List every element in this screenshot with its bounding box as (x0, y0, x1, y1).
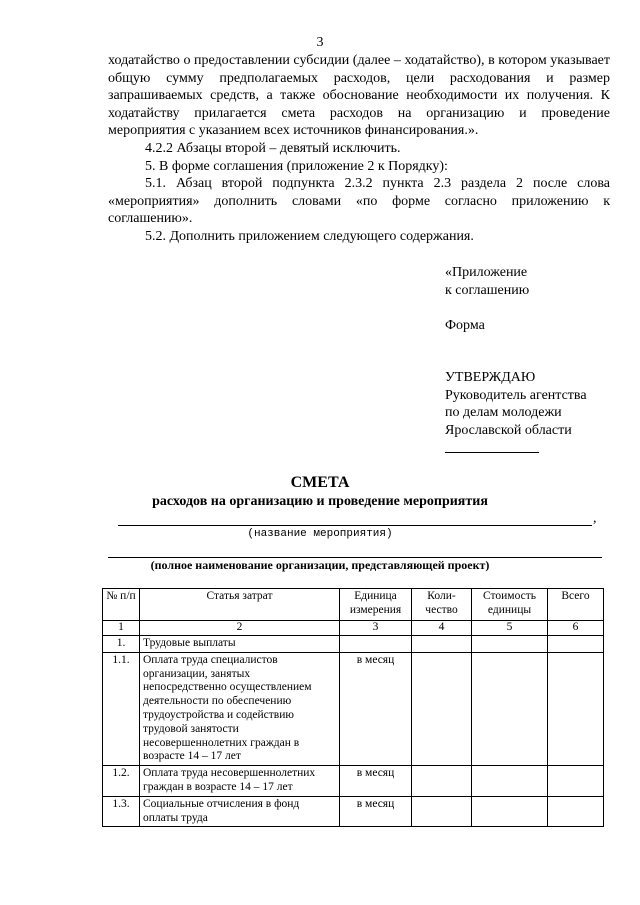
header-total: Всего (548, 589, 604, 621)
row-qty (412, 652, 472, 765)
column-number: 5 (472, 621, 548, 636)
header-qty: Коли-чество (412, 589, 472, 621)
column-number: 6 (548, 621, 604, 636)
row-article: Оплата труда специалистов организации, занятых непосредственно осуществлением деятельности по обеспечению трудоустройства и содействию трудовой занятости несовершеннолетних граждан в возрасте 14 – 17 лет (140, 652, 340, 765)
row-num: 1.1. (103, 652, 140, 765)
table-row (103, 636, 604, 653)
approver-position-1: Руководитель агентства (445, 387, 587, 403)
row-num: 1. (103, 636, 140, 653)
header-article: Статья затрат (140, 589, 340, 621)
estimate-title: СМЕТА (290, 474, 350, 491)
event-name-line (118, 525, 592, 526)
paragraph-continuation: ходатайство о предоставлении субсидии (далее – ходатайство), в котором указывает общую сумму предполагаемых расходов, цели расходования и размер запрашиваемых средств, а также обоснование необходимости их получения. К ходатайству прилагается смета расходов на организацию и проведение мероприятия с указанием всех источников финансирования.». (108, 53, 610, 139)
table-row (103, 766, 604, 797)
table-row (103, 652, 604, 765)
body-text (108, 52, 610, 246)
row-qty (412, 766, 472, 797)
row-article: Трудовые выплаты (140, 636, 340, 653)
event-name-caption: (название мероприятия) (247, 528, 393, 540)
row-total (548, 796, 604, 827)
paragraph-5-1: 5.1. Абзац второй подпункта 2.3.2 пункта 2.3 раздела 2 после слова «мероприятия» дополнить словами «по форме согласно приложению к соглашению». (108, 176, 610, 227)
row-num: 1.2. (103, 766, 140, 797)
column-number: 1 (103, 621, 140, 636)
approver-position-3: Ярославской области (445, 422, 572, 438)
row-cost (472, 636, 548, 653)
row-qty (412, 636, 472, 653)
row-total (548, 636, 604, 653)
row-cost (472, 796, 548, 827)
appendix-block (445, 264, 625, 439)
row-unit: в месяц (340, 766, 412, 797)
event-line-comma: , (593, 511, 597, 526)
row-unit (340, 636, 412, 653)
header-unit: Единица измерения (340, 589, 412, 621)
estimate-subtitle: расходов на организацию и проведение мероприятия (152, 494, 488, 509)
row-unit: в месяц (340, 652, 412, 765)
signature-line (445, 452, 539, 453)
row-num: 1.3. (103, 796, 140, 827)
table-header-row (103, 589, 604, 621)
row-cost (472, 766, 548, 797)
approve-label: УТВЕРЖДАЮ (445, 370, 536, 385)
header-cost: Стоимость единицы (472, 589, 548, 621)
row-qty (412, 796, 472, 827)
paragraph-4-2-2: 4.2.2 Абзацы второй – девятый исключить. (145, 140, 401, 156)
column-number: 2 (140, 621, 340, 636)
row-unit: в месяц (340, 796, 412, 827)
column-number: 4 (412, 621, 472, 636)
row-article: Оплата труда несовершеннолетних граждан в возрасте 14 – 17 лет (140, 766, 340, 797)
row-total (548, 766, 604, 797)
page-number: 3 (316, 35, 324, 50)
appendix-label-2: к соглашению (445, 282, 530, 298)
row-cost (472, 652, 548, 765)
paragraph-5: 5. В форме соглашения (приложение 2 к Порядку): (145, 158, 448, 174)
approver-position-2: по делам молодежи (445, 405, 562, 420)
estimate-table (102, 588, 604, 827)
form-label: Форма (445, 317, 485, 333)
table-row (103, 796, 604, 827)
appendix-label: «Приложение (445, 265, 528, 280)
org-name-caption: (полное наименование организации, представляющей проект) (150, 558, 490, 572)
column-number-row (103, 621, 604, 636)
paragraph-5-2: 5.2. Дополнить приложением следующего содержания. (145, 228, 474, 244)
column-number: 3 (340, 621, 412, 636)
row-article: Социальные отчисления в фонд оплаты труда (140, 796, 340, 827)
header-num: № п/п (103, 589, 140, 621)
row-total (548, 652, 604, 765)
